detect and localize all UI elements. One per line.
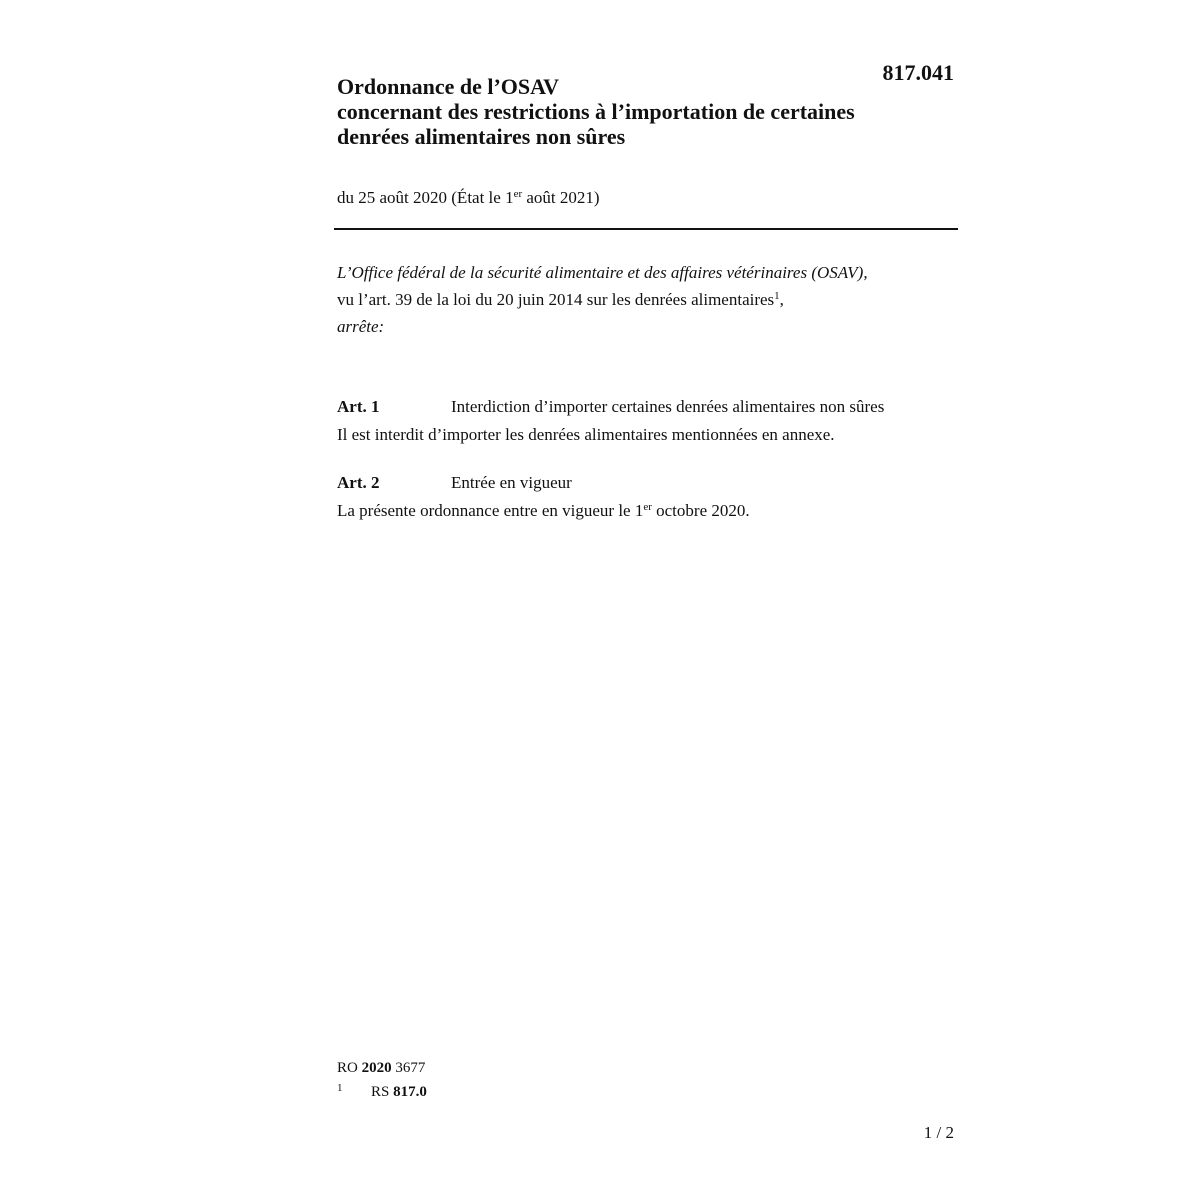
ro-reference [337, 1058, 427, 1078]
legal-basis-text: vu l’art. 39 de la loi du 20 juin 2014 sur les denrées alimentaires [337, 290, 775, 309]
document-title [337, 74, 957, 149]
preamble-authority: L’Office fédéral de la sécurité alimentaire et des affaires vétérinaires (OSAV), [337, 263, 868, 282]
ro-page: 3677 [391, 1060, 426, 1076]
footnotes [337, 1058, 427, 1102]
date-prefix: du 25 août 2020 (État le 1 [337, 188, 514, 207]
legal-basis-comma: , [779, 290, 784, 309]
footnote-reference: 1 [774, 290, 780, 302]
article-number: Art. 1 [337, 397, 380, 416]
sr-number: 817.041 [882, 60, 954, 85]
title-line: denrées alimentaires non sûres [337, 124, 626, 149]
article-heading [337, 395, 884, 423]
article-body-prefix: La présente ordonnance entre en vigueur le 1 [337, 501, 644, 520]
footnote-prefix: RS [371, 1084, 394, 1100]
footnote-marker: 1 [337, 1082, 343, 1094]
header-divider [334, 228, 958, 230]
article-number: Art. 2 [337, 473, 380, 492]
preamble-legal-basis [337, 286, 868, 313]
page-number: 1 / 2 [923, 1123, 954, 1142]
date-line [337, 188, 600, 208]
preamble-decision: arrête: [337, 317, 385, 336]
footnote-item [337, 1078, 427, 1102]
article-body: Il est interdit d’importer les denrées alimentaires mentionnées en annexe. [337, 425, 835, 444]
date-superscript: er [513, 188, 523, 200]
article-1 [337, 395, 884, 447]
article-title: Entrée en vigueur [451, 473, 572, 492]
article-body [337, 499, 750, 523]
article-title: Interdiction d’importer certaines denrées alimentaires non sûres [451, 397, 885, 416]
ro-year: 2020 [361, 1060, 392, 1076]
article-body-suffix: octobre 2020. [651, 501, 750, 520]
article-2 [337, 471, 750, 523]
footnote-ref: 817.0 [393, 1084, 427, 1100]
preamble [337, 259, 868, 340]
date-suffix: août 2021) [522, 188, 600, 207]
article-body-superscript: er [643, 501, 652, 513]
title-line: Ordonnance de l’OSAV [337, 74, 560, 99]
ro-prefix: RO [337, 1060, 362, 1076]
title-line: concernant des restrictions à l’importation de certaines [337, 99, 855, 124]
article-heading [337, 471, 750, 499]
